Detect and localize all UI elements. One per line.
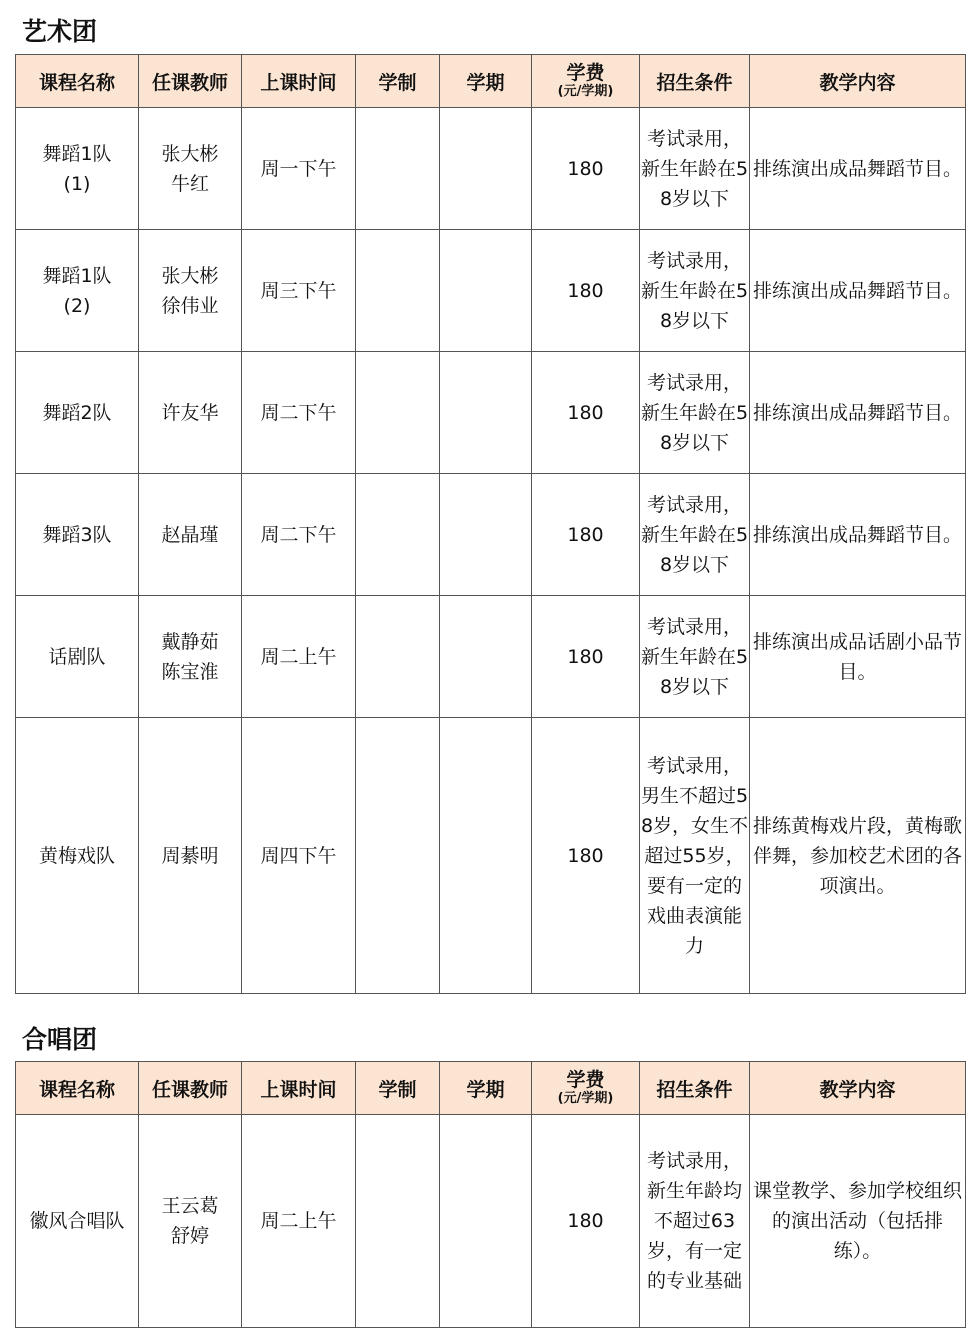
content-cell: 课堂教学、参加学校组织的演出活动（包括排练）。 [750,1115,966,1328]
fee-cell: 180 [532,230,640,352]
content-cell: 排练演出成品话剧小品节目。 [750,596,966,718]
header-class-time: 上课时间 [242,55,356,108]
requirement-cell: 考试录用，新生年龄在58岁以下 [640,596,750,718]
teacher-cell: 王云葛舒婷 [139,1115,242,1328]
duration-cell [356,474,440,596]
semester-cell [440,1115,532,1328]
semester-cell [440,230,532,352]
requirement-cell: 考试录用，新生年龄均不超过63岁，有一定的专业基础 [640,1115,750,1328]
teacher-cell: 赵晶瑾 [139,474,242,596]
teacher-cell: 张大彬徐伟业 [139,230,242,352]
class-time-cell: 周四下午 [242,718,356,994]
header-teacher: 任课教师 [139,55,242,108]
semester-cell [440,108,532,230]
header-course-name: 课程名称 [16,1062,139,1115]
requirement-cell: 考试录用，新生年龄在58岁以下 [640,230,750,352]
duration-cell [356,230,440,352]
header-fee-unit: (元/学期) [557,84,614,99]
teacher-cell: 张大彬牛红 [139,108,242,230]
table-row [16,718,966,994]
table-row [16,474,966,596]
duration-cell [356,352,440,474]
header-fee [532,1062,640,1115]
table-row [16,1115,966,1328]
section-title-choir: 合唱团 [22,1025,98,1054]
class-time-cell: 周二上午 [242,1115,356,1328]
teacher-cell: 许友华 [139,352,242,474]
semester-cell [440,474,532,596]
course-name-cell: 舞蹈2队 [16,352,139,474]
duration-cell [356,1115,440,1328]
header-requirement: 招生条件 [640,55,750,108]
table-header-row [16,55,966,108]
choir-table [15,1061,966,1328]
fee-cell: 180 [532,352,640,474]
teacher-cell: 戴静茹陈宝淮 [139,596,242,718]
fee-cell: 180 [532,718,640,994]
table-row [16,108,966,230]
class-time-cell: 周二下午 [242,474,356,596]
fee-cell: 180 [532,108,640,230]
content-cell: 排练演出成品舞蹈节目。 [750,108,966,230]
header-fee-label: 学费 [566,62,605,84]
art-troupe-table [15,54,966,994]
fee-cell: 180 [532,1115,640,1328]
class-time-cell: 周二上午 [242,596,356,718]
duration-cell [356,596,440,718]
section-title-art-troupe: 艺术团 [22,17,98,46]
teacher-cell: 周綦明 [139,718,242,994]
table-row [16,352,966,474]
header-course-name: 课程名称 [16,55,139,108]
content-cell: 排练黄梅戏片段，黄梅歌伴舞，参加校艺术团的各项演出。 [750,718,966,994]
header-fee-unit: (元/学期) [557,1091,614,1106]
header-semester: 学期 [440,1062,532,1115]
header-fee [532,55,640,108]
class-time-cell: 周三下午 [242,230,356,352]
course-name-cell: 舞蹈1队(1) [16,108,139,230]
class-time-cell: 周二下午 [242,352,356,474]
semester-cell [440,596,532,718]
header-class-time: 上课时间 [242,1062,356,1115]
course-name-cell: 黄梅戏队 [16,718,139,994]
content-cell: 排练演出成品舞蹈节目。 [750,230,966,352]
requirement-cell: 考试录用，新生年龄在58岁以下 [640,108,750,230]
requirement-cell: 考试录用，新生年龄在58岁以下 [640,474,750,596]
course-name-cell: 话剧队 [16,596,139,718]
header-content: 教学内容 [750,1062,966,1115]
header-duration: 学制 [356,55,440,108]
course-name-cell: 舞蹈3队 [16,474,139,596]
requirement-cell: 考试录用，新生年龄在58岁以下 [640,352,750,474]
requirement-cell: 考试录用，男生不超过58岁，女生不超过55岁，要有一定的戏曲表演能力 [640,718,750,994]
semester-cell [440,718,532,994]
header-requirement: 招生条件 [640,1062,750,1115]
duration-cell [356,108,440,230]
duration-cell [356,718,440,994]
table-header-row [16,1062,966,1115]
course-name-cell: 舞蹈1队(2) [16,230,139,352]
table-row [16,230,966,352]
course-name-cell: 徽风合唱队 [16,1115,139,1328]
semester-cell [440,352,532,474]
content-cell: 排练演出成品舞蹈节目。 [750,474,966,596]
class-time-cell: 周一下午 [242,108,356,230]
content-cell: 排练演出成品舞蹈节目。 [750,352,966,474]
header-semester: 学期 [440,55,532,108]
fee-cell: 180 [532,474,640,596]
header-teacher: 任课教师 [139,1062,242,1115]
fee-cell: 180 [532,596,640,718]
header-duration: 学制 [356,1062,440,1115]
header-content: 教学内容 [750,55,966,108]
table-row [16,596,966,718]
header-fee-label: 学费 [566,1069,605,1091]
